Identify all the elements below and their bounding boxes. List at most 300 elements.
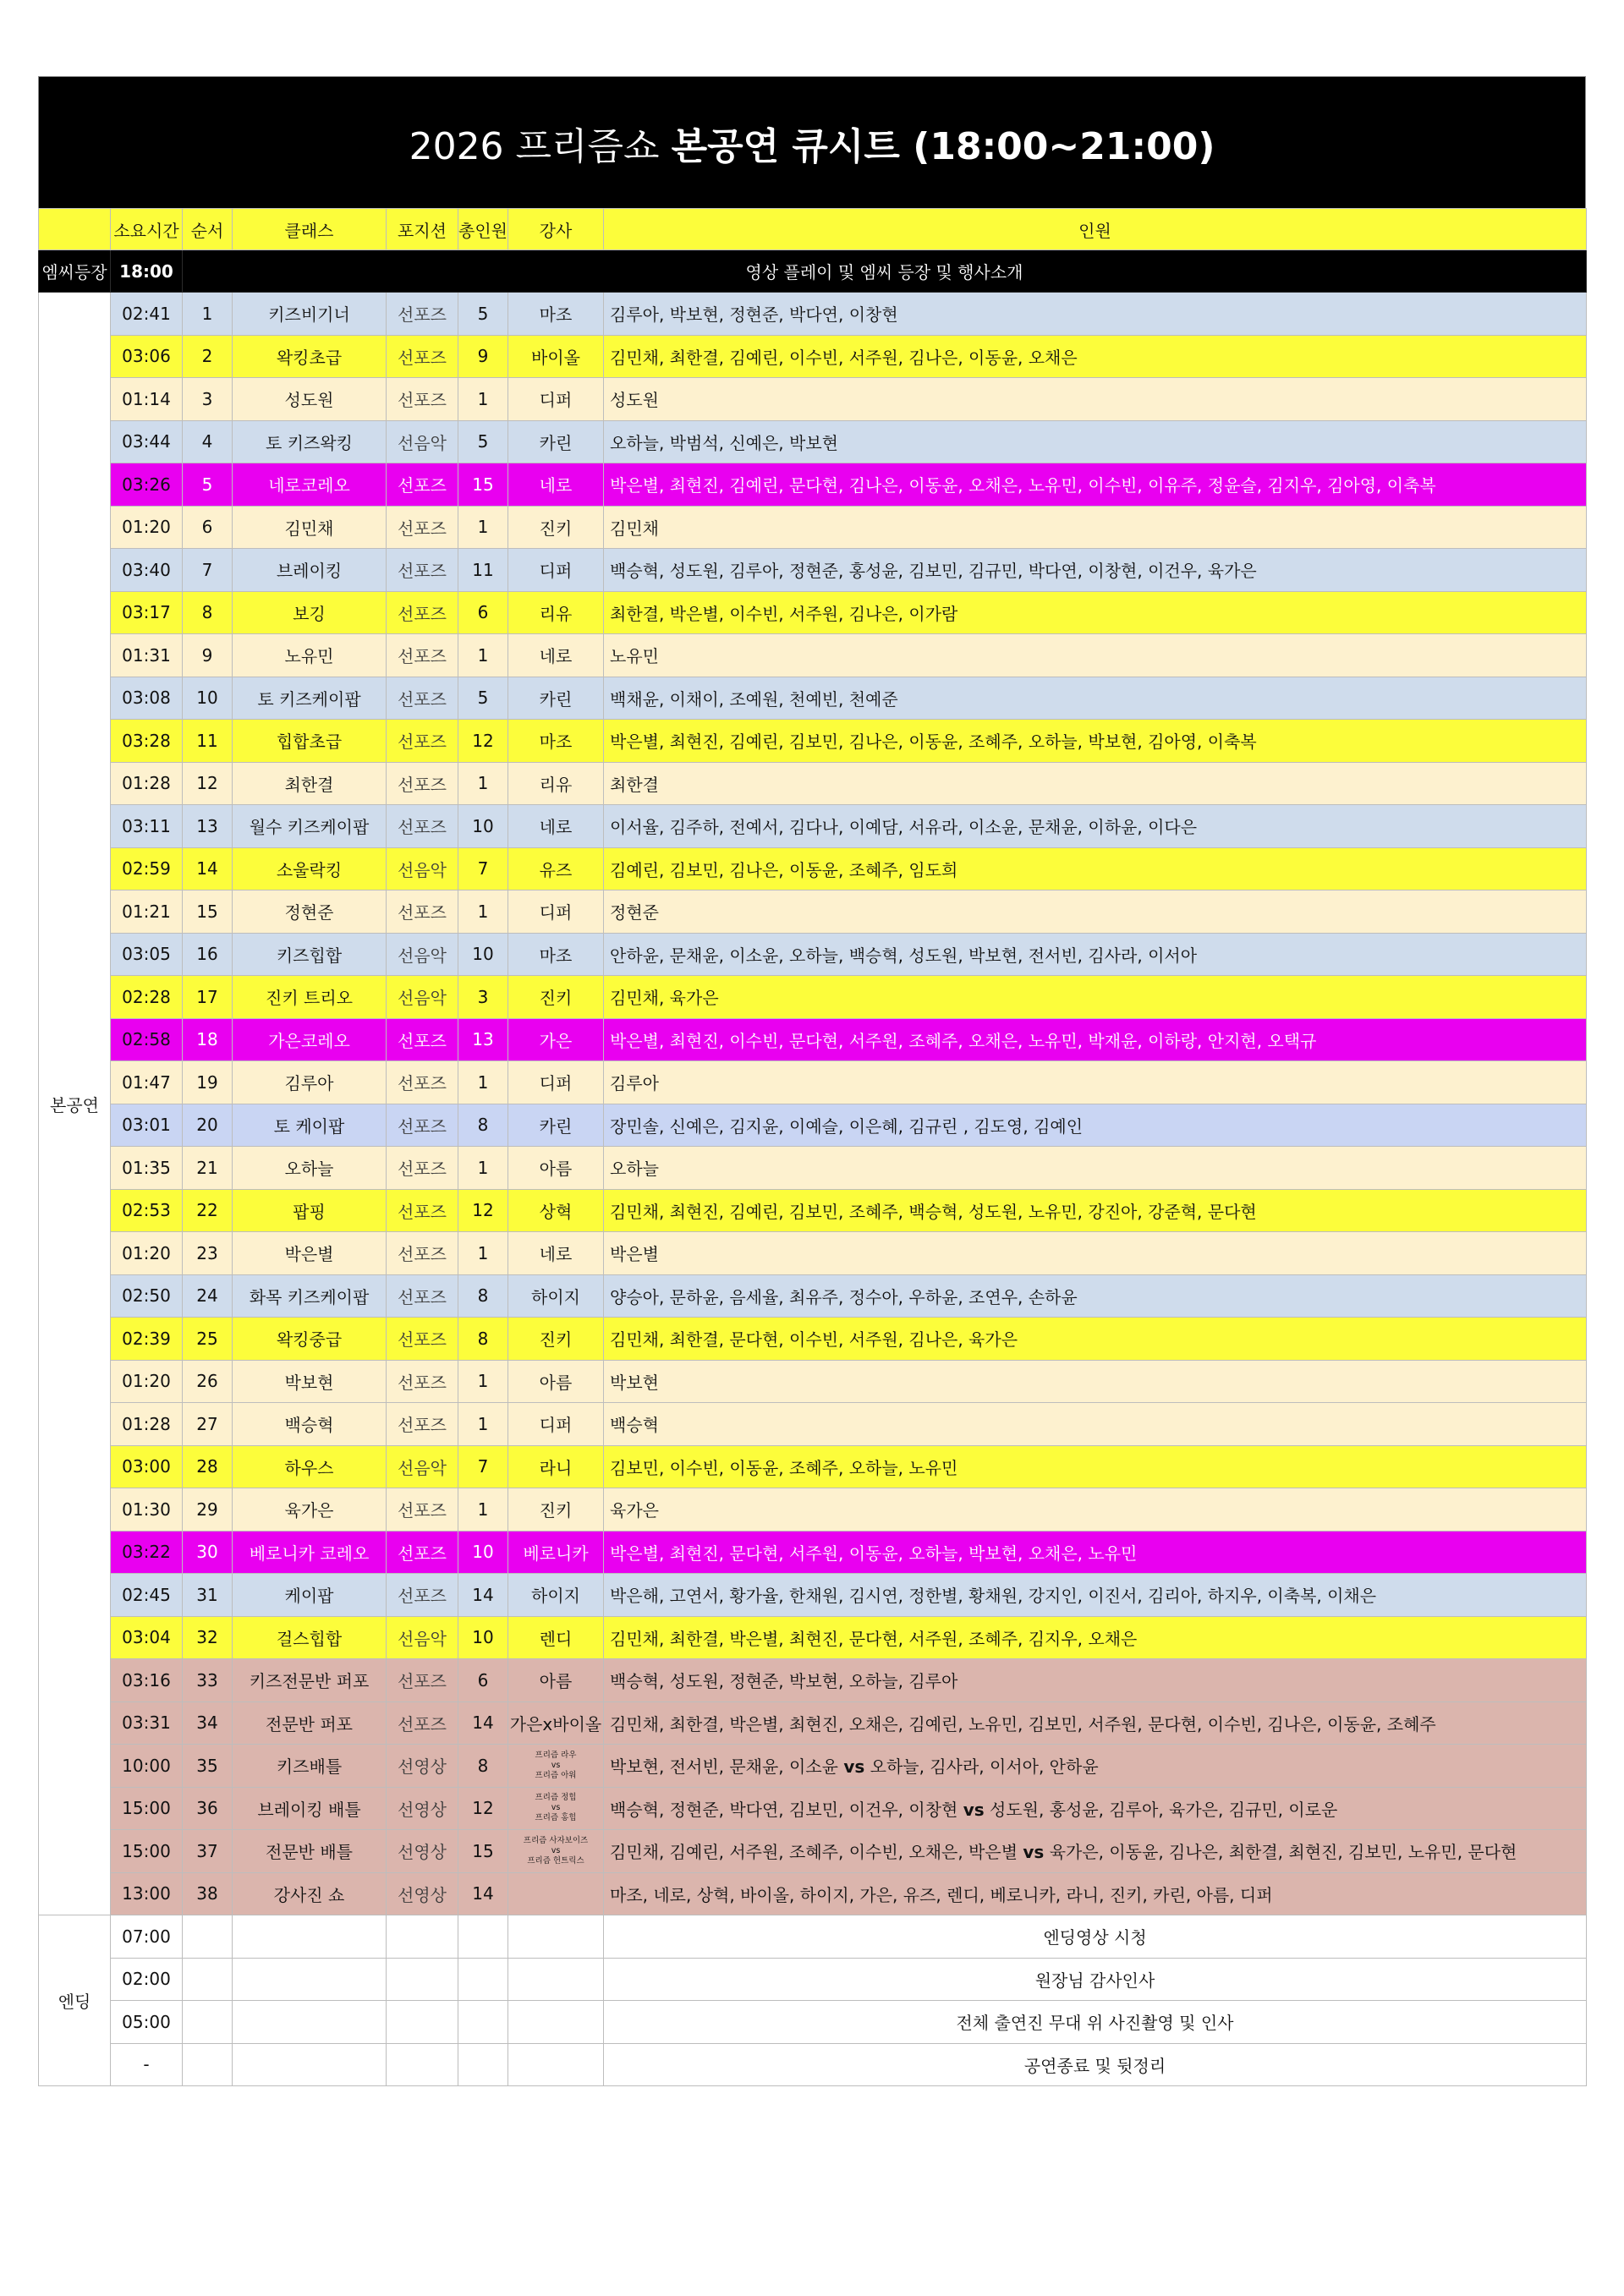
cell-duration: 03:05 (111, 933, 183, 976)
cell-members: 박은별 (604, 1232, 1587, 1275)
header-total: 총인원 (458, 209, 508, 250)
cell-class: 키즈힙합 (233, 933, 387, 976)
cell-duration: 01:21 (111, 890, 183, 934)
cell-class: 키즈배틀 (233, 1745, 387, 1788)
cell-order: 14 (183, 847, 233, 890)
cell-order: 33 (183, 1659, 233, 1702)
cell-duration: 03:16 (111, 1659, 183, 1702)
cell-position: 선포즈 (387, 890, 458, 934)
cell-duration: 01:20 (111, 1360, 183, 1403)
cell-class: 키즈전문반 퍼포 (233, 1659, 387, 1702)
cue-row (39, 549, 1587, 592)
cell-instructor: 디퍼 (508, 378, 604, 421)
cell-class: 네로코레오 (233, 463, 387, 507)
cell-duration: 02:58 (111, 1018, 183, 1061)
cell-position: 선포즈 (387, 1659, 458, 1702)
cell-order: 20 (183, 1104, 233, 1147)
cell-class: 브레이킹 배틀 (233, 1787, 387, 1830)
cell-members: 김민채, 최한결, 김예린, 이수빈, 서주원, 김나은, 이동윤, 오채은 (604, 335, 1587, 378)
members-side-b: 성도원, 홍성윤, 김루아, 육가은, 김규민, 이로운 (990, 1799, 1338, 1820)
mc-start-time: 18:00 (111, 250, 183, 293)
cell-duration: 01:28 (111, 1403, 183, 1446)
cell-instructor: 진키 (508, 506, 604, 549)
cue-row (39, 1147, 1587, 1190)
empty-cell (508, 1958, 604, 2001)
cue-row (39, 378, 1587, 421)
cell-class: 토 키즈케이팝 (233, 677, 387, 720)
cell-instructor: 라니 (508, 1445, 604, 1488)
empty-cell (387, 1958, 458, 2001)
empty-cell (387, 2043, 458, 2086)
cell-position: 선포즈 (387, 677, 458, 720)
cell-duration: 02:45 (111, 1574, 183, 1617)
cell-total: 1 (458, 762, 508, 805)
cell-order: 31 (183, 1574, 233, 1617)
cue-table-body (39, 209, 1587, 2086)
cell-position: 선포즈 (387, 1360, 458, 1403)
cell-members: 박은별, 최현진, 김예린, 문다현, 김나은, 이동윤, 오채은, 노유민, 이수빈, 이유주, 정윤슬, 김지우, 김아영, 이축복 (604, 463, 1587, 507)
cell-duration: 13:00 (111, 1872, 183, 1915)
cell-duration: 02:53 (111, 1189, 183, 1232)
cell-class: 박보현 (233, 1360, 387, 1403)
header-position: 포지션 (387, 209, 458, 250)
cell-total: 15 (458, 1830, 508, 1873)
members-side-b: 육가은, 이동윤, 김나은, 최한결, 최현진, 김보민, 노유민, 문다현 (1049, 1842, 1517, 1863)
cell-order: 36 (183, 1787, 233, 1830)
cell-class: 강사진 쇼 (233, 1872, 387, 1915)
cell-duration: 02:39 (111, 1318, 183, 1361)
cell-duration: 03:26 (111, 463, 183, 507)
cell-duration: 03:01 (111, 1104, 183, 1147)
battle-vs: vs (551, 1803, 561, 1813)
cell-position: 선음악 (387, 933, 458, 976)
cue-row (39, 1189, 1587, 1232)
empty-cell (233, 1958, 387, 2001)
cell-total: 1 (458, 1061, 508, 1104)
cell-position: 선포즈 (387, 591, 458, 634)
cell-total: 9 (458, 335, 508, 378)
cell-members: 성도원 (604, 378, 1587, 421)
section-label-ending: 엔딩 (39, 1915, 111, 2086)
cell-instructor: 마조 (508, 933, 604, 976)
cell-total: 10 (458, 933, 508, 976)
cell-members: 이서율, 김주하, 전예서, 김다나, 이예담, 서유라, 이소윤, 문채윤, 이하윤, 이다은 (604, 805, 1587, 848)
cell-class: 오하늘 (233, 1147, 387, 1190)
cell-position: 선영상 (387, 1872, 458, 1915)
cell-duration: 03:22 (111, 1531, 183, 1574)
cell-duration: 01:47 (111, 1061, 183, 1104)
cue-row (39, 591, 1587, 634)
cell-position: 선음악 (387, 847, 458, 890)
cell-class: 가은코레오 (233, 1018, 387, 1061)
cell-members: 김민채, 육가은 (604, 976, 1587, 1019)
cell-class: 진키 트리오 (233, 976, 387, 1019)
cell-instructor: 아름 (508, 1659, 604, 1702)
empty-cell (508, 1915, 604, 1959)
cell-instructor: 진키 (508, 976, 604, 1019)
cell-instructor (508, 1830, 604, 1873)
cell-position: 선포즈 (387, 634, 458, 677)
cell-position: 선포즈 (387, 378, 458, 421)
cell-duration: 03:17 (111, 591, 183, 634)
cell-order: 8 (183, 591, 233, 634)
cell-class: 화목 키즈케이팝 (233, 1274, 387, 1318)
cell-order: 5 (183, 463, 233, 507)
cue-row (39, 1274, 1587, 1318)
cue-row (39, 1104, 1587, 1147)
cell-class: 토 키즈왁킹 (233, 420, 387, 463)
cell-members: 최한결, 박은별, 이수빈, 서주원, 김나은, 이가람 (604, 591, 1587, 634)
members-vs: vs (1023, 1842, 1045, 1863)
battle-team-a: 프리즘 라우 (535, 1750, 577, 1760)
header-instructor: 강사 (508, 209, 604, 250)
cell-order: 4 (183, 420, 233, 463)
cell-class: 걸스힙합 (233, 1616, 387, 1659)
cell-duration: 01:30 (111, 1488, 183, 1532)
cell-members: 김보민, 이수빈, 이동윤, 조혜주, 오하늘, 노유민 (604, 1445, 1587, 1488)
cell-class: 힙합초급 (233, 720, 387, 763)
cell-order: 15 (183, 890, 233, 934)
cell-duration: 03:31 (111, 1701, 183, 1745)
cell-members (604, 1745, 1587, 1788)
battle-team-b: 프리즘 헌트릭스 (527, 1855, 584, 1866)
members-vs: vs (843, 1756, 865, 1778)
cell-members: 김민채, 최한결, 박은별, 최현진, 문다현, 서주원, 조혜주, 김지우, 오채은 (604, 1616, 1587, 1659)
cell-total: 8 (458, 1318, 508, 1361)
cell-total: 10 (458, 1531, 508, 1574)
cell-instructor: 진키 (508, 1318, 604, 1361)
title-prefix: 2026 프리즘쇼 (409, 124, 660, 168)
cue-row (39, 1403, 1587, 1446)
cell-instructor: 네로 (508, 634, 604, 677)
cell-members: 김민채, 최한결, 문다현, 이수빈, 서주원, 김나은, 육가은 (604, 1318, 1587, 1361)
page-title (38, 76, 1586, 208)
empty-cell (183, 1958, 233, 2001)
cue-row (39, 847, 1587, 890)
mc-description: 영상 플레이 및 엠씨 등장 및 행사소개 (183, 250, 1587, 293)
empty-cell (458, 1958, 508, 2001)
cell-instructor: 리유 (508, 762, 604, 805)
empty-cell (508, 2001, 604, 2044)
cell-instructor: 디퍼 (508, 1061, 604, 1104)
cell-members: 김예린, 김보민, 김나은, 이동윤, 조혜주, 임도희 (604, 847, 1587, 890)
cell-position: 선포즈 (387, 463, 458, 507)
battle-vs: vs (551, 1845, 561, 1855)
cell-instructor: 아름 (508, 1360, 604, 1403)
cell-duration: 01:28 (111, 762, 183, 805)
section-label-mc: 엠씨등장 (39, 250, 111, 293)
battle-vs: vs (551, 1760, 561, 1770)
cell-description: 전체 출연진 무대 위 사진촬영 및 인사 (604, 2001, 1587, 2044)
cell-total: 1 (458, 1403, 508, 1446)
cell-order: 38 (183, 1872, 233, 1915)
cell-position: 선포즈 (387, 1274, 458, 1318)
cell-order: 11 (183, 720, 233, 763)
cell-order: 34 (183, 1701, 233, 1745)
cue-row (39, 1701, 1587, 1745)
cell-instructor: 디퍼 (508, 549, 604, 592)
cell-class: 브레이킹 (233, 549, 387, 592)
cue-row (39, 1232, 1587, 1275)
cell-duration: 02:28 (111, 976, 183, 1019)
cue-row (39, 335, 1587, 378)
cue-row (39, 1659, 1587, 1702)
cell-instructor: 네로 (508, 1232, 604, 1275)
cell-order: 37 (183, 1830, 233, 1873)
cell-class: 박은별 (233, 1232, 387, 1275)
header-section-cell (39, 209, 111, 250)
cell-duration: 05:00 (111, 2001, 183, 2044)
members-side-a: 박보현, 전서빈, 문채윤, 이소윤 (610, 1756, 838, 1778)
cell-members: 박은해, 고연서, 황가율, 한채원, 김시연, 정한별, 황채원, 강지인, 이진서, 김리아, 하지우, 이축복, 이채은 (604, 1574, 1587, 1617)
cell-instructor: 하이지 (508, 1274, 604, 1318)
cue-row (39, 720, 1587, 763)
header-class: 클래스 (233, 209, 387, 250)
cue-row (39, 1616, 1587, 1659)
cell-position: 선영상 (387, 1787, 458, 1830)
cell-instructor (508, 1787, 604, 1830)
cell-instructor: 리유 (508, 591, 604, 634)
members-vs: vs (963, 1799, 985, 1820)
cell-position: 선포즈 (387, 805, 458, 848)
cell-order: 22 (183, 1189, 233, 1232)
cell-order: 9 (183, 634, 233, 677)
cell-order: 7 (183, 549, 233, 592)
cell-duration: 03:11 (111, 805, 183, 848)
cell-description: 공연종료 및 뒷정리 (604, 2043, 1587, 2086)
cell-total: 1 (458, 378, 508, 421)
members-side-a: 백승혁, 정현준, 박다연, 김보민, 이건우, 이창현 (610, 1799, 958, 1820)
empty-cell (233, 1915, 387, 1959)
cell-order: 26 (183, 1360, 233, 1403)
cell-members: 백승혁 (604, 1403, 1587, 1446)
cell-position: 선포즈 (387, 1403, 458, 1446)
cell-position: 선포즈 (387, 720, 458, 763)
cell-members: 양승아, 문하윤, 음세율, 최유주, 정수아, 우하윤, 조연우, 손하윤 (604, 1274, 1587, 1318)
empty-cell (387, 2001, 458, 2044)
cell-class: 케이팝 (233, 1574, 387, 1617)
cell-position: 선포즈 (387, 293, 458, 336)
cue-row (39, 890, 1587, 934)
cell-members: 김민채, 최현진, 김예린, 김보민, 조혜주, 백승혁, 성도원, 노유민, 강진아, 강준혁, 문다현 (604, 1189, 1587, 1232)
cell-position: 선포즈 (387, 1061, 458, 1104)
cue-row (39, 463, 1587, 507)
cell-total: 13 (458, 1018, 508, 1061)
cell-class: 팝핑 (233, 1189, 387, 1232)
ending-row (39, 1958, 1587, 2001)
ending-row (39, 1915, 1587, 1959)
cell-duration: 02:50 (111, 1274, 183, 1318)
cell-position: 선음악 (387, 420, 458, 463)
cell-position: 선포즈 (387, 1488, 458, 1532)
cell-order: 19 (183, 1061, 233, 1104)
cell-order: 17 (183, 976, 233, 1019)
cell-total: 15 (458, 463, 508, 507)
cell-position: 선영상 (387, 1830, 458, 1873)
cell-total: 14 (458, 1872, 508, 1915)
cell-members: 김민채, 최한결, 박은별, 최현진, 오채은, 김예린, 노유민, 김보민, 서주원, 문다현, 이수빈, 김나은, 이동윤, 조혜주 (604, 1701, 1587, 1745)
cell-members: 김루아 (604, 1061, 1587, 1104)
cell-order: 27 (183, 1403, 233, 1446)
cell-order: 12 (183, 762, 233, 805)
cell-position: 선포즈 (387, 1531, 458, 1574)
cell-duration: 10:00 (111, 1745, 183, 1788)
cell-position: 선포즈 (387, 1189, 458, 1232)
cell-instructor: 유즈 (508, 847, 604, 890)
cue-row (39, 1830, 1587, 1873)
cue-row (39, 1745, 1587, 1788)
cue-row (39, 420, 1587, 463)
cell-position: 선포즈 (387, 1104, 458, 1147)
cell-duration: 03:06 (111, 335, 183, 378)
cell-instructor: 하이지 (508, 1574, 604, 1617)
cell-order: 28 (183, 1445, 233, 1488)
cell-class: 김루아 (233, 1061, 387, 1104)
cue-row (39, 1445, 1587, 1488)
cell-members: 마조, 네로, 상혁, 바이올, 하이지, 가은, 유즈, 렌디, 베로니카, 라니, 진키, 카린, 아름, 디퍼 (604, 1872, 1587, 1915)
cell-instructor: 카린 (508, 1104, 604, 1147)
cell-order: 1 (183, 293, 233, 336)
cell-total: 1 (458, 1488, 508, 1532)
cell-position: 선포즈 (387, 1232, 458, 1275)
members-side-b: 오하늘, 김사라, 이서아, 안하윤 (870, 1756, 1099, 1778)
cell-position: 선음악 (387, 1445, 458, 1488)
ending-row (39, 2043, 1587, 2086)
cell-instructor: 네로 (508, 463, 604, 507)
cell-total: 6 (458, 591, 508, 634)
cell-class: 전문반 퍼포 (233, 1701, 387, 1745)
cell-total: 1 (458, 1360, 508, 1403)
cell-members: 오하늘, 박범석, 신예은, 박보현 (604, 420, 1587, 463)
cell-total: 1 (458, 506, 508, 549)
cell-total: 1 (458, 634, 508, 677)
cell-total: 5 (458, 677, 508, 720)
cell-instructor (508, 1745, 604, 1788)
cell-members: 백승혁, 성도원, 정현준, 박보현, 오하늘, 김루아 (604, 1659, 1587, 1702)
cue-row (39, 293, 1587, 336)
mc-entrance-row (39, 250, 1587, 293)
cell-class: 키즈비기너 (233, 293, 387, 336)
cell-position: 선포즈 (387, 762, 458, 805)
cell-members: 정현준 (604, 890, 1587, 934)
cell-instructor: 카린 (508, 677, 604, 720)
battle-matchup (508, 1836, 603, 1866)
cell-instructor: 아름 (508, 1147, 604, 1190)
cell-members: 노유민 (604, 634, 1587, 677)
cell-order: 30 (183, 1531, 233, 1574)
battle-team-a: 프리즘 사자보이즈 (523, 1835, 589, 1845)
cell-class: 소울락킹 (233, 847, 387, 890)
cell-total: 10 (458, 805, 508, 848)
cue-table (38, 208, 1587, 2086)
title-main: 본공연 큐시트 (18:00~21:00) (671, 124, 1215, 168)
cell-position: 선포즈 (387, 1701, 458, 1745)
cell-duration: 02:00 (111, 1958, 183, 2001)
cell-position: 선음악 (387, 976, 458, 1019)
cell-total: 1 (458, 1147, 508, 1190)
cue-row (39, 1531, 1587, 1574)
battle-matchup (508, 1793, 603, 1823)
cell-total: 7 (458, 1445, 508, 1488)
cell-class: 왁킹초급 (233, 335, 387, 378)
empty-cell (458, 2001, 508, 2044)
ending-row (39, 2001, 1587, 2044)
cell-duration: 02:41 (111, 293, 183, 336)
cell-order: 29 (183, 1488, 233, 1532)
battle-matchup (508, 1751, 603, 1781)
cell-order: 10 (183, 677, 233, 720)
header-duration: 소요시간 (111, 209, 183, 250)
cell-position: 선포즈 (387, 1574, 458, 1617)
cell-duration: 01:35 (111, 1147, 183, 1190)
header-order: 순서 (183, 209, 233, 250)
cell-duration: 03:44 (111, 420, 183, 463)
cell-instructor: 디퍼 (508, 890, 604, 934)
cell-order: 18 (183, 1018, 233, 1061)
header-row (39, 209, 1587, 250)
battle-team-a: 프리즘 정힙 (535, 1793, 577, 1803)
cell-members: 오하늘 (604, 1147, 1587, 1190)
cell-duration: 07:00 (111, 1915, 183, 1959)
cell-instructor: 마조 (508, 720, 604, 763)
cell-class: 왁킹중급 (233, 1318, 387, 1361)
cell-class: 노유민 (233, 634, 387, 677)
cell-instructor: 마조 (508, 293, 604, 336)
cell-total: 8 (458, 1104, 508, 1147)
cell-position: 선포즈 (387, 1018, 458, 1061)
cell-class: 전문반 배틀 (233, 1830, 387, 1873)
cell-total: 12 (458, 1189, 508, 1232)
cell-duration: 02:59 (111, 847, 183, 890)
cue-row (39, 1574, 1587, 1617)
cell-total: 3 (458, 976, 508, 1019)
cell-class: 최한결 (233, 762, 387, 805)
cell-class: 베로니카 코레오 (233, 1531, 387, 1574)
cell-position: 선포즈 (387, 1318, 458, 1361)
cell-duration: 01:14 (111, 378, 183, 421)
cell-members: 안하윤, 문채윤, 이소윤, 오하늘, 백승혁, 성도원, 박보현, 전서빈, 김사라, 이서아 (604, 933, 1587, 976)
cell-members: 육가은 (604, 1488, 1587, 1532)
cell-duration: 03:40 (111, 549, 183, 592)
cell-members: 백승혁, 성도원, 김루아, 정현준, 홍성윤, 김보민, 김규민, 박다연, 이창현, 이건우, 육가은 (604, 549, 1587, 592)
cell-duration: 03:28 (111, 720, 183, 763)
cell-class: 하우스 (233, 1445, 387, 1488)
cell-total: 6 (458, 1659, 508, 1702)
cue-row (39, 1018, 1587, 1061)
cell-instructor (508, 1872, 604, 1915)
cell-description: 원장님 감사인사 (604, 1958, 1587, 2001)
cell-members: 박은별, 최현진, 문다현, 서주원, 이동윤, 오하늘, 박보현, 오채은, 노유민 (604, 1531, 1587, 1574)
cue-row (39, 1872, 1587, 1915)
cell-position: 선포즈 (387, 549, 458, 592)
cue-row (39, 634, 1587, 677)
empty-cell (458, 2043, 508, 2086)
empty-cell (458, 1915, 508, 1959)
cell-class: 김민채 (233, 506, 387, 549)
cell-members: 박보현 (604, 1360, 1587, 1403)
cell-order: 2 (183, 335, 233, 378)
cell-members: 최한결 (604, 762, 1587, 805)
cell-instructor: 카린 (508, 420, 604, 463)
cue-row (39, 1318, 1587, 1361)
cell-duration: 01:31 (111, 634, 183, 677)
cell-members: 김루아, 박보현, 정현준, 박다연, 이창현 (604, 293, 1587, 336)
cell-position: 선포즈 (387, 335, 458, 378)
cell-members (604, 1787, 1587, 1830)
cell-instructor: 진키 (508, 1488, 604, 1532)
empty-cell (183, 2043, 233, 2086)
cell-total: 1 (458, 1232, 508, 1275)
